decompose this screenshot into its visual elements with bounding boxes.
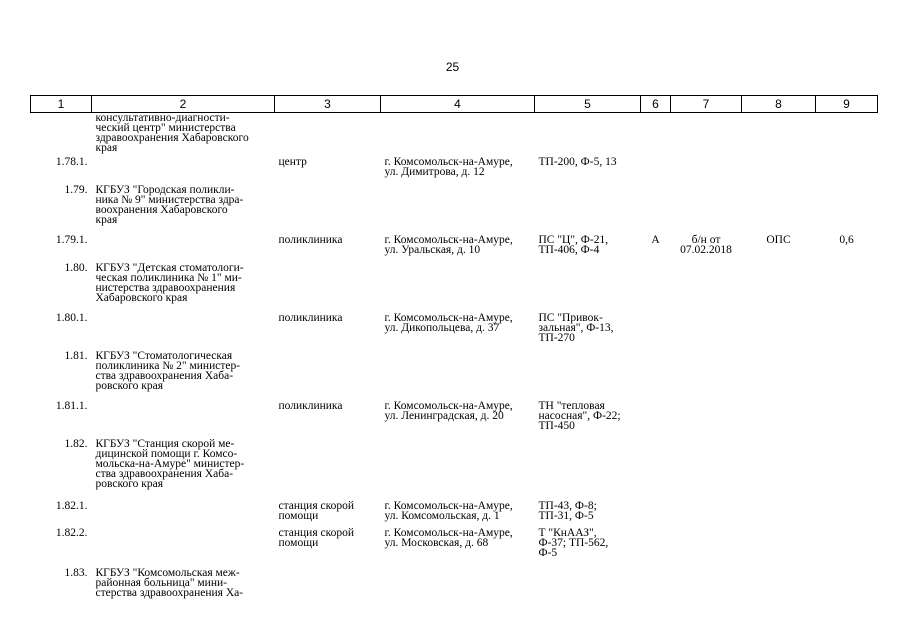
cell-object-type: центр	[278, 155, 307, 168]
cell-power-source: ПС "Ц", Ф-21, ТП-406, Ф-4	[538, 233, 609, 256]
cell-system: ОПС	[766, 233, 791, 246]
cell-category	[641, 568, 671, 608]
cell-category	[641, 351, 671, 401]
cell-address	[381, 351, 535, 401]
cell-document	[671, 157, 742, 185]
cell-item-number: 1.82.1.	[55, 499, 88, 512]
column-header-8: 8	[742, 96, 816, 113]
cell-item-number: 1.79.	[64, 183, 88, 196]
cell-item-number: 1.80.1.	[55, 311, 88, 324]
cell-address: г. Комсомольск-на-Амуре, ул. Дикопольцева, д. 37	[384, 311, 513, 334]
cell-organization	[92, 528, 275, 568]
cell-power-source	[535, 351, 641, 401]
cell-category	[641, 185, 671, 235]
cell-address: г. Комсомольск-на-Амуре, ул. Комсомольская, д. 1	[384, 499, 513, 522]
cell-object-type	[275, 439, 381, 501]
cell-category	[641, 263, 671, 313]
cell-category: А	[651, 233, 660, 246]
cell-value	[816, 113, 878, 157]
cell-address	[381, 568, 535, 608]
cell-object-type	[275, 185, 381, 235]
cell-document	[671, 313, 742, 351]
cell-system	[742, 528, 816, 568]
cell-organization	[92, 501, 275, 528]
cell-address	[381, 185, 535, 235]
cell-power-source: ТН "тепловая насосная", Ф-22; ТП-450	[538, 399, 621, 432]
column-header-3: 3	[275, 96, 381, 113]
cell-document	[671, 113, 742, 157]
cell-address	[381, 113, 535, 157]
cell-organization: КГБУЗ "Стоматологическая поликлиника № 2" министер- ства здравоохранения Хаба- ровского края	[95, 349, 241, 392]
cell-document	[671, 528, 742, 568]
table-row	[31, 235, 878, 263]
cell-object-type: поликлиника	[278, 311, 343, 324]
cell-organization	[92, 401, 275, 439]
cell-address: г. Комсомольск-на-Амуре, ул. Уральская, д. 10	[384, 233, 513, 256]
cell-value	[816, 401, 878, 439]
cell-power-source	[535, 439, 641, 501]
header-row	[31, 96, 878, 113]
cell-value	[816, 263, 878, 313]
table-row	[31, 313, 878, 351]
facility-table	[30, 95, 878, 608]
column-header-6: 6	[641, 96, 671, 113]
cell-category	[641, 113, 671, 157]
cell-power-source: ПС "Привок- зальная", Ф-13, ТП-270	[538, 311, 614, 344]
cell-power-source: ТП-200, Ф-5, 13	[538, 155, 617, 168]
column-header-9: 9	[816, 96, 878, 113]
cell-organization	[92, 157, 275, 185]
cell-organization	[92, 235, 275, 263]
cell-item-number: 1.79.1.	[55, 233, 88, 246]
table-row	[31, 568, 878, 608]
cell-address: г. Комсомольск-на-Амуре, ул. Ленинградская, д. 20	[384, 399, 513, 422]
cell-system	[742, 439, 816, 501]
cell-category	[641, 501, 671, 528]
cell-power-source	[535, 263, 641, 313]
cell-category	[641, 528, 671, 568]
cell-system	[742, 351, 816, 401]
column-header-2: 2	[92, 96, 275, 113]
cell-item-number: 1.80.	[64, 261, 88, 274]
table-header	[31, 96, 878, 113]
cell-power-source	[535, 113, 641, 157]
cell-document	[671, 263, 742, 313]
cell-value	[816, 528, 878, 568]
cell-organization: КГБУЗ "Детская стоматологи- ческая поликлиника № 1" ми- нистерства здравоохранения Хабаровского края	[95, 261, 244, 304]
cell-value	[816, 313, 878, 351]
cell-value	[816, 185, 878, 235]
cell-system	[742, 313, 816, 351]
cell-document: б/н от 07.02.2018	[680, 233, 732, 256]
column-header-5: 5	[535, 96, 641, 113]
cell-item-number: 1.83.	[64, 566, 88, 579]
cell-organization	[92, 313, 275, 351]
cell-value	[816, 568, 878, 608]
cell-system	[742, 157, 816, 185]
cell-item-number	[31, 113, 92, 157]
column-header-1: 1	[31, 96, 92, 113]
cell-value: 0,6	[839, 233, 854, 246]
table-row	[31, 528, 878, 568]
cell-object-type	[275, 351, 381, 401]
cell-item-number: 1.82.2.	[55, 526, 88, 539]
cell-system	[742, 185, 816, 235]
cell-object-type: станция скорой помощи	[278, 526, 355, 549]
table-row	[31, 157, 878, 185]
cell-category	[641, 313, 671, 351]
cell-item-number: 1.81.	[64, 349, 88, 362]
page-number: 25	[445, 60, 460, 74]
cell-object-type: станция скорой помощи	[278, 499, 355, 522]
table-row	[31, 401, 878, 439]
cell-document	[671, 501, 742, 528]
table-row	[31, 263, 878, 313]
cell-category	[641, 157, 671, 185]
cell-system	[742, 501, 816, 528]
cell-power-source	[535, 568, 641, 608]
table-row	[31, 439, 878, 501]
cell-value	[816, 501, 878, 528]
cell-document	[671, 185, 742, 235]
cell-object-type: поликлиника	[278, 399, 343, 412]
cell-organization: консультативно-диагности- ческий центр" министерства здравоохранения Хабаровского края	[95, 112, 249, 154]
cell-document	[671, 401, 742, 439]
cell-system	[742, 568, 816, 608]
cell-value	[816, 351, 878, 401]
cell-object-type	[275, 568, 381, 608]
cell-item-number: 1.82.	[64, 437, 88, 450]
cell-document	[671, 439, 742, 501]
cell-system	[742, 113, 816, 157]
cell-organization: КГБУЗ "Городская поликли- ника № 9" министерства здра- воохранения Хабаровского края	[95, 183, 244, 226]
cell-address	[381, 263, 535, 313]
cell-system	[742, 401, 816, 439]
cell-object-type	[275, 263, 381, 313]
column-header-7: 7	[671, 96, 742, 113]
cell-power-source	[535, 185, 641, 235]
table-row	[31, 185, 878, 235]
cell-organization: КГБУЗ "Станция скорой ме- дицинской помощи г. Комсо- мольска-на-Амуре" министер- ства здравоохранения Хаба- ровского края	[95, 437, 245, 490]
cell-power-source: Т "КнААЗ", Ф-37; ТП-562, Ф-5	[538, 526, 609, 559]
table-row	[31, 351, 878, 401]
cell-address: г. Комсомольск-на-Амуре, ул. Димитрова, д. 12	[384, 155, 513, 178]
cell-document	[671, 351, 742, 401]
cell-item-number: 1.78.1.	[55, 155, 88, 168]
cell-document	[671, 568, 742, 608]
cell-address: г. Комсомольск-на-Амуре, ул. Московская, д. 68	[384, 526, 513, 549]
cell-category	[641, 401, 671, 439]
cell-system	[742, 263, 816, 313]
cell-value	[816, 439, 878, 501]
column-header-4: 4	[381, 96, 535, 113]
cell-organization: КГБУЗ "Комсомольская меж- районная больница" мини- стерства здравоохранения Ха-	[95, 566, 244, 599]
cell-power-source: ТП-43, Ф-8; ТП-31, Ф-5	[538, 499, 597, 522]
cell-object-type	[275, 113, 381, 157]
cell-category	[641, 439, 671, 501]
cell-value	[816, 157, 878, 185]
cell-object-type: поликлиника	[278, 233, 343, 246]
cell-item-number: 1.81.1.	[55, 399, 88, 412]
table-body	[31, 113, 878, 608]
table-row	[31, 113, 878, 157]
table-row	[31, 501, 878, 528]
cell-address	[381, 439, 535, 501]
